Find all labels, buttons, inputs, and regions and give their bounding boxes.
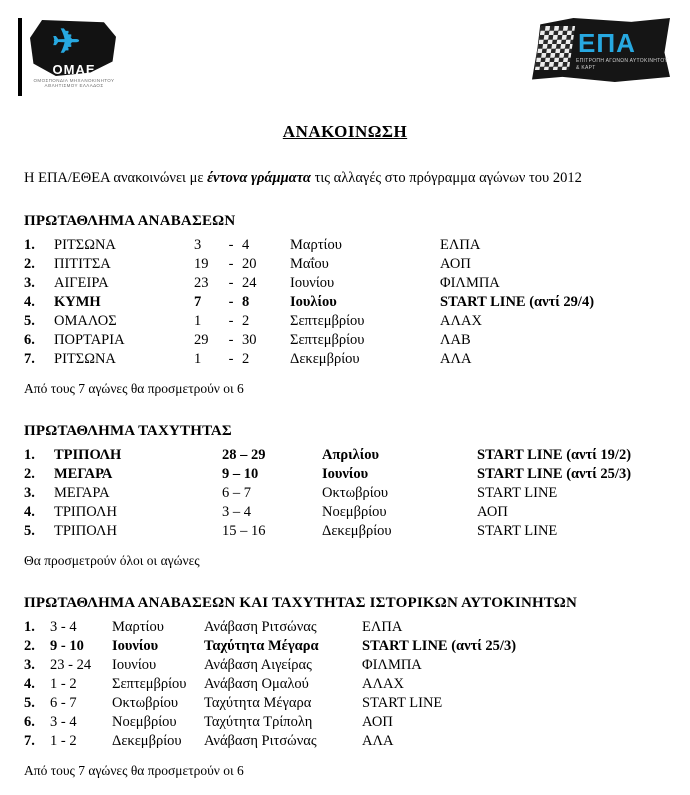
race-name: ΠΙΤΙΤΣΑ (54, 256, 111, 272)
row-number: 3. (24, 657, 35, 673)
omae-logo-subtitle: ΟΜΟΣΠΟΝΔΙΑ ΜΗΧΑΝΟΚΙΝΗΤΟΥ ΑΘΛΗΤΙΣΜΟΥ ΕΛΛΑΔΟΣ (33, 78, 115, 88)
epa-logo-subtitle: ΕΠΙΤΡΟΠΗ ΑΓΩΝΩΝ ΑΥΤΟΚΙΝΗΤΟΥ & ΚΑΡΤ (576, 58, 668, 71)
table-row (24, 713, 592, 732)
date-start: 23 (194, 275, 209, 291)
date-separator: - (228, 237, 234, 253)
date-separator: - (228, 294, 234, 310)
intro-text-emphasis: έντονα γράμματα (207, 170, 311, 186)
row-number: 3. (24, 275, 35, 291)
race-month: Μαρτίου (112, 619, 164, 635)
organizer: START LINE (477, 485, 558, 501)
race-name: ΚΥΜΗ (54, 294, 101, 310)
race-month: Ιουνίου (112, 638, 159, 654)
date-separator: - (228, 332, 234, 348)
organizer: ΛΑΒ (440, 332, 471, 348)
table-row (24, 694, 592, 713)
date-start: 19 (194, 256, 209, 272)
race-dates: 28 – 29 (222, 447, 266, 463)
row-number: 7. (24, 351, 35, 367)
race-dates: 3 – 4 (222, 504, 251, 520)
document-body (0, 112, 690, 779)
race-name: ΑΙΓΕΙΡΑ (54, 275, 109, 291)
table-row (24, 350, 670, 369)
speed-championship-table (24, 446, 687, 541)
hillclimb-note: Από τους 7 αγώνες θα προσμετρούν οι 6 (24, 381, 244, 396)
race-name: ΤΡΙΠΟΛΗ (54, 504, 117, 520)
date-end: 24 (242, 275, 257, 291)
race-dates: 9 – 10 (222, 466, 259, 482)
race-event: Ανάβαση Ριτσώνας (204, 619, 317, 635)
section-title-hillclimb: ΠΡΩΤΑΘΛΗΜΑ ΑΝΑΒΑΣΕΩΝ (24, 213, 236, 229)
table-row (24, 484, 687, 503)
intro-text-after: τις αλλαγές στο πρόγραμμα αγώνων του 2012 (310, 170, 582, 186)
race-month: Δεκεμβρίου (322, 523, 392, 539)
organizer: START LINE (362, 695, 443, 711)
row-number: 6. (24, 714, 35, 730)
organizer: ΕΛΠΑ (440, 237, 481, 253)
date-separator: - (228, 351, 234, 367)
speed-note: Θα προσμετρούν όλοι οι αγώνες (24, 553, 200, 568)
race-dates: 6 – 7 (222, 485, 251, 501)
runner-icon: ✈ (52, 24, 81, 61)
race-month: Ιουνίου (322, 466, 369, 482)
race-name: ΜΕΓΑΡΑ (54, 466, 113, 482)
race-month: Οκτωβρίου (112, 695, 179, 711)
organizer: START LINE (αντί 29/4) (440, 294, 595, 310)
race-name: ΡΙΤΣΩΝΑ (54, 351, 116, 367)
race-month: Δεκεμβρίου (290, 351, 360, 367)
row-number: 4. (24, 294, 35, 310)
race-dates: 3 - 4 (50, 714, 77, 730)
race-event: Ανάβαση Ριτσώνας (204, 733, 317, 749)
race-month: Σεπτεμβρίου (290, 313, 365, 329)
race-month: Νοεμβρίου (112, 714, 177, 730)
epa-logo (532, 18, 672, 88)
row-number: 4. (24, 676, 35, 692)
race-name: ΤΡΙΠΟΛΗ (54, 523, 117, 539)
race-month: Ιουνίου (290, 275, 335, 291)
historic-championship-table (24, 618, 592, 751)
row-number: 1. (24, 237, 35, 253)
race-event: Ανάβαση Αιγείρας (204, 657, 312, 673)
table-row (24, 236, 670, 255)
race-month: Απριλίου (322, 447, 380, 463)
intro-text-before: Η ΕΠΑ/ΕΘΕΑ ανακοινώνει με (24, 170, 208, 186)
table-row (24, 293, 670, 312)
row-number: 5. (24, 695, 35, 711)
date-end: 2 (242, 313, 250, 329)
table-row (24, 675, 592, 694)
row-number: 5. (24, 523, 35, 539)
row-number: 1. (24, 447, 35, 463)
table-row (24, 331, 670, 350)
page-title: ΑΝΑΚΟΙΝΩΣΗ (282, 122, 408, 141)
organizer: ΑΟΠ (362, 714, 393, 730)
omae-badge (22, 18, 126, 94)
row-number: 2. (24, 256, 35, 272)
table-row (24, 637, 592, 656)
race-dates: 1 - 2 (50, 676, 77, 692)
organizer: ΑΛΑΧ (440, 313, 482, 329)
section-title-speed: ΠΡΩΤΑΘΛΗΜΑ ΤΑΧΥΤΗΤΑΣ (24, 423, 232, 439)
race-month: Ιουλίου (290, 294, 337, 310)
organizer: START LINE (αντί 19/2) (477, 447, 632, 463)
race-name: ΟΜΑΛΟΣ (54, 313, 117, 329)
organizer: START LINE (αντί 25/3) (477, 466, 632, 482)
checkered-flag-icon (535, 26, 575, 70)
date-start: 1 (194, 313, 202, 329)
organizer: ΦΙΛΜΠΑ (440, 275, 500, 291)
table-row (24, 274, 670, 293)
intro-paragraph (24, 170, 690, 187)
race-dates: 3 - 4 (50, 619, 77, 635)
race-month: Σεπτεμβρίου (290, 332, 365, 348)
organizer: ΑΛΑ (440, 351, 472, 367)
race-dates: 23 - 24 (50, 657, 92, 673)
row-number: 7. (24, 733, 35, 749)
date-end: 4 (242, 237, 250, 253)
row-number: 5. (24, 313, 35, 329)
table-row (24, 503, 687, 522)
race-month: Ιουνίου (112, 657, 157, 673)
race-event: Ανάβαση Ομαλού (204, 676, 309, 692)
race-event: Ταχύτητα Μέγαρα (204, 695, 312, 711)
table-row (24, 312, 670, 331)
omae-logo-text: OMAE (52, 62, 96, 77)
organizer: ΑΟΠ (440, 256, 471, 272)
row-number: 2. (24, 466, 35, 482)
organizer: START LINE (αντί 25/3) (362, 638, 517, 654)
historic-note: Από τους 7 αγώνες θα προσμετρούν οι 6 (24, 763, 244, 778)
epa-logo-text: ΕΠΑ (578, 28, 636, 58)
race-name: ΜΕΓΑΡΑ (54, 485, 110, 501)
row-number: 1. (24, 619, 35, 635)
race-dates: 15 – 16 (222, 523, 266, 539)
row-number: 2. (24, 638, 35, 654)
date-end: 2 (242, 351, 250, 367)
date-end: 20 (242, 256, 257, 272)
table-row (24, 522, 687, 541)
table-row (24, 656, 592, 675)
table-row (24, 618, 592, 637)
race-month: Οκτωβρίου (322, 485, 389, 501)
race-name: ΡΙΤΣΩΝΑ (54, 237, 116, 253)
race-name: ΠΟΡΤΑΡΙΑ (54, 332, 125, 348)
table-row (24, 732, 592, 751)
date-end: 8 (242, 294, 250, 310)
hillclimb-championship-table (24, 236, 670, 369)
organizer: START LINE (477, 523, 558, 539)
race-event: Ταχύτητα Τρίπολη (204, 714, 313, 730)
organizer: ΑΛΑΧ (362, 676, 404, 692)
date-start: 29 (194, 332, 209, 348)
date-separator: - (228, 275, 234, 291)
table-row (24, 255, 670, 274)
date-start: 1 (194, 351, 202, 367)
race-month: Δεκεμβρίου (112, 733, 182, 749)
race-month: Μαΐου (290, 256, 329, 272)
table-row (24, 465, 687, 484)
race-month: Σεπτεμβρίου (112, 676, 187, 692)
organizer: ΕΛΠΑ (362, 619, 403, 635)
organizer: ΑΟΠ (477, 504, 508, 520)
omae-logo (22, 18, 132, 96)
row-number: 4. (24, 504, 35, 520)
race-month: Νοεμβρίου (322, 504, 387, 520)
date-separator: - (228, 256, 234, 272)
table-row (24, 446, 687, 465)
row-number: 6. (24, 332, 35, 348)
date-separator: - (228, 313, 234, 329)
race-dates: 1 - 2 (50, 733, 77, 749)
race-event: Ταχύτητα Μέγαρα (204, 638, 319, 654)
race-dates: 9 - 10 (50, 638, 84, 654)
organizer: ΑΛΑ (362, 733, 394, 749)
organizer: ΦΙΛΜΠΑ (362, 657, 422, 673)
date-start: 7 (194, 294, 202, 310)
date-end: 30 (242, 332, 257, 348)
race-name: ΤΡΙΠΟΛΗ (54, 447, 122, 463)
race-dates: 6 - 7 (50, 695, 77, 711)
row-number: 3. (24, 485, 35, 501)
date-start: 3 (194, 237, 202, 253)
race-month: Μαρτίου (290, 237, 342, 253)
section-title-historic: ΠΡΩΤΑΘΛΗΜΑ ΑΝΑΒΑΣΕΩΝ ΚΑΙ ΤΑΧΥΤΗΤΑΣ ΙΣΤΟΡΙΚΩΝ ΑΥΤΟΚΙΝΗΤΩΝ (24, 595, 578, 611)
